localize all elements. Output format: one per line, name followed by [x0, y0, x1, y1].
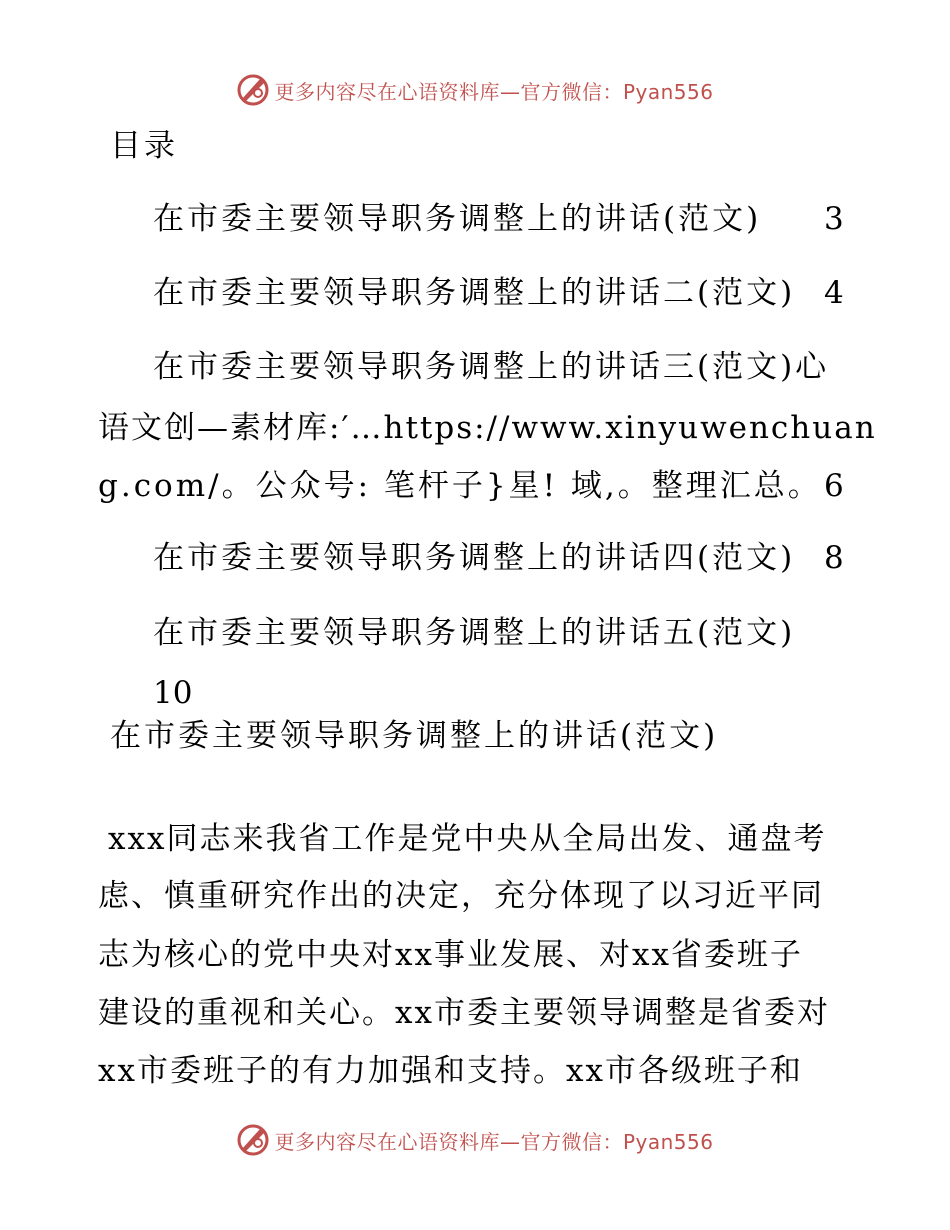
toc-entry-4-title[interactable]: 在市委主要领导职务调整上的讲话四(范文)	[153, 540, 796, 576]
quill-logo-icon	[236, 1123, 270, 1157]
toc-title: 目录	[110, 128, 178, 164]
toc-entry-3-title-line-3[interactable]: g.com/。公众号: 笔杆子}星! 域,。整理汇总。	[98, 468, 822, 504]
toc-entry-4-page: 8	[824, 540, 844, 576]
paragraph-line-5: xx市委班子的有力加强和支持。xx市各级班子和	[98, 1053, 803, 1089]
paragraph-line-2: 虑、慎重研究作出的决定，充分体现了以习近平同	[98, 878, 824, 914]
watermark-banner-top	[0, 70, 950, 110]
toc-entry-5-title[interactable]: 在市委主要领导职务调整上的讲话五(范文)	[153, 615, 796, 651]
watermark-banner-bottom	[0, 1120, 950, 1160]
toc-entry-3-title-line-2[interactable]: 语文创—素材库:′…https://www.xinyuwenchuan	[98, 410, 877, 446]
toc-entry-2-page: 4	[824, 275, 844, 311]
toc-entry-5-page: 10	[153, 675, 193, 711]
toc-entry-2-title[interactable]: 在市委主要领导职务调整上的讲话二(范文)	[153, 275, 796, 311]
toc-entry-1-page: 3	[824, 201, 844, 237]
toc-entry-3-page: 6	[824, 468, 844, 504]
paragraph-line-4: 建设的重视和关心。xx市委主要领导调整是省委对	[98, 995, 830, 1031]
quill-logo-icon	[236, 73, 270, 107]
section-heading: 在市委主要领导职务调整上的讲话(范文)	[110, 718, 719, 754]
watermark-text: 更多内容尽在心语资料库—官方微信：Pyan556	[274, 79, 714, 104]
toc-entry-1-title[interactable]: 在市委主要领导职务调整上的讲话(范文)	[153, 201, 762, 237]
paragraph-line-3: 志为核心的党中央对xx事业发展、对xx省委班子	[98, 937, 803, 973]
toc-entry-3-title-line-1[interactable]: 在市委主要领导职务调整上的讲话三(范文)心	[153, 349, 830, 385]
watermark-text: 更多内容尽在心语资料库—官方微信：Pyan556	[274, 1129, 714, 1154]
paragraph-line-1: xxx同志来我省工作是党中央从全局出发、通盘考	[108, 821, 827, 857]
